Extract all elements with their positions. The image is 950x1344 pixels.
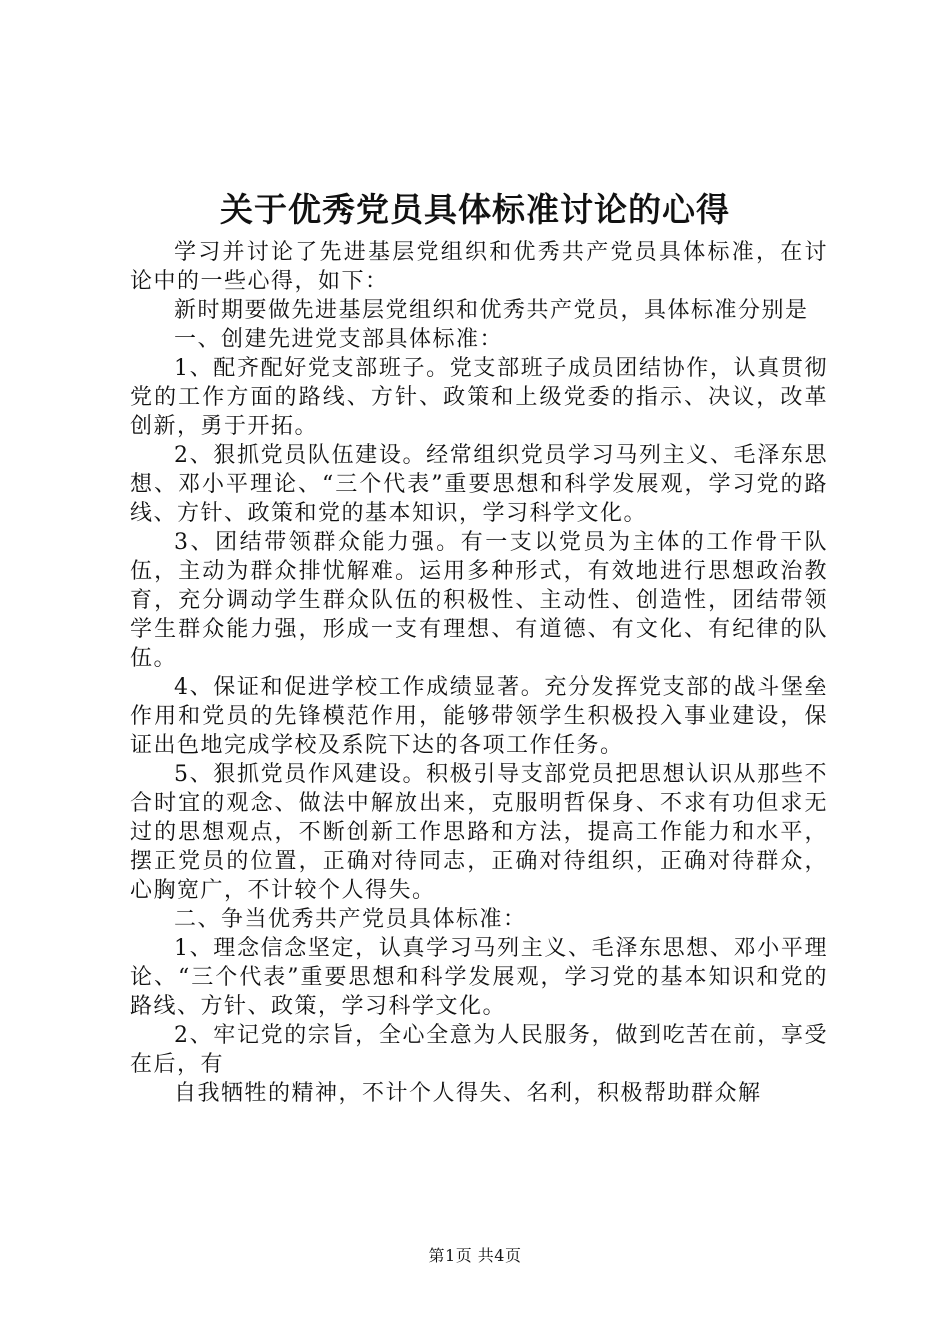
paragraph: 1、理念信念坚定，认真学习马列主义、毛泽东思想、邓小平理论、“三个代表”重要思想和科学发展观，学习党的基本知识和党的路线、方针、政策，学习科学文化。 xyxy=(130,936,828,1019)
paragraph: 2、牢记党的宗旨，全心全意为人民服务，做到吃苦在前，享受在后，有 xyxy=(130,1023,828,1077)
paragraph: 新时期要做先进基层党组织和优秀共产党员，具体标准分别是 xyxy=(174,298,809,323)
paragraph: 4、保证和促进学校工作成绩显著。充分发挥党支部的战斗堡垒作用和党员的先锋模范作用，能够带领学生积极投入事业建设，保证出色地完成学校及系院下达的各项工作任务。 xyxy=(130,675,828,758)
paragraph: 3、团结带领群众能力强。有一支以党员为主体的工作骨干队伍，主动为群众排忧解难。运用多种形式，有效地进行思想政治教育，充分调动学生群众队伍的积极性、主动性、创造性，团结带领学生群众能力强，形成一支有理想、有道德、有文化、有纪律的队伍。 xyxy=(130,530,828,671)
section-heading: 二、争当优秀共产党员具体标准： xyxy=(174,907,527,932)
page-footer: 第1页 共4页 xyxy=(428,1246,522,1265)
document-title: 关于优秀党员具体标准讨论的心得 xyxy=(220,190,730,229)
paragraph: 自我牺牲的精神，不计个人得失、名利，积极帮助群众解 xyxy=(174,1081,762,1106)
paragraph: 2、狠抓党员队伍建设。经常组织党员学习马列主义、毛泽东思想、邓小平理论、“三个代表”重要思想和科学发展观，学习党的路线、方针、政策和党的基本知识，学习科学文化。 xyxy=(130,443,828,526)
paragraph: 5、狠抓党员作风建设。积极引导支部党员把思想认识从那些不合时宜的观念、做法中解放出来，克服明哲保身、不求有功但求无过的思想观点，不断创新工作思路和方法，提高工作能力和水平，摆正党员的位置，正确对待同志，正确对待组织，正确对待群众，心胸宽广，不计较个人得失。 xyxy=(130,762,828,903)
paragraph: 学习并讨论了先进基层党组织和优秀共产党员具体标准，在讨论中的一些心得，如下： xyxy=(130,240,828,294)
document-body xyxy=(130,238,828,1108)
section-heading: 一、创建先进党支部具体标准： xyxy=(174,327,504,352)
paragraph: 1、配齐配好党支部班子。党支部班子成员团结协作，认真贯彻党的工作方面的路线、方针、政策和上级党委的指示、决议，改革创新，勇于开拓。 xyxy=(130,356,828,439)
